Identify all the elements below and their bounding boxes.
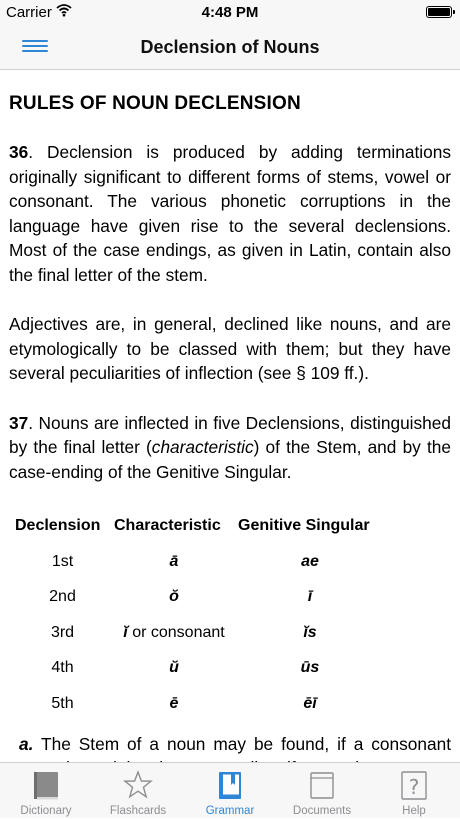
note-label: a. [19, 733, 34, 754]
genitive-cell: ēī [303, 694, 317, 712]
characteristic-cell: ĭ or consonant [123, 623, 225, 641]
declension-table [13, 508, 384, 722]
tab-dictionary[interactable]: Dictionary [0, 763, 92, 819]
navigation-bar [0, 24, 460, 70]
table-row [13, 651, 384, 687]
section-number: 36 [9, 142, 29, 162]
column-header: Declension [15, 517, 101, 534]
characteristic-cell: ā [169, 552, 179, 570]
grammar-content[interactable] [0, 70, 460, 762]
genitive-cell: ūs [300, 659, 320, 677]
genitive-cell: ī [307, 588, 313, 606]
section-heading: RULES OF NOUN DECLENSION [9, 93, 301, 114]
battery-icon [426, 6, 452, 18]
status-bar [0, 0, 460, 24]
tab-bar [0, 762, 460, 818]
tab-grammar[interactable]: Grammar [184, 763, 276, 819]
star-icon [124, 770, 152, 800]
page-title: Declension of Nouns [140, 37, 320, 57]
genitive-cell: ĭs [303, 623, 317, 641]
paragraph-adjectives: Adjectives are, in general, declined like nouns, and are etymologically to be classed with them; but they have several peculiarities of inflection (see § 109 ff.). [9, 314, 451, 383]
carrier-label: Carrier [6, 4, 52, 21]
column-header: Characteristic [114, 517, 221, 534]
paragraph-stem-note: a. The Stem of a noun may be found, if a consonant [19, 733, 451, 754]
tab-flashcards[interactable]: Flashcards [92, 763, 184, 819]
svg-text:?: ? [408, 775, 420, 799]
declension-cell: 2nd [49, 588, 76, 606]
column-header: Genitive Singular [238, 517, 370, 534]
table-row [13, 544, 384, 580]
section-number: 37 [9, 412, 29, 433]
table-header-row [13, 508, 384, 544]
characteristic-cell: ē [169, 694, 179, 712]
declension-cell: 4th [51, 659, 74, 677]
declension-cell: 3rd [50, 623, 75, 641]
genitive-cell: ae [301, 552, 319, 570]
document-icon [308, 770, 336, 800]
table-row [13, 615, 384, 651]
declension-cell: 5th [51, 694, 74, 712]
book-icon [32, 770, 60, 800]
status-time: 4:48 PM [201, 4, 259, 21]
characteristic-cell: ŏ [169, 588, 179, 606]
question-icon [400, 770, 428, 800]
paragraph-37: 37. Nouns are inflected in five Declensions, distinguished by the final letter (characteristic) of the Stem, and by the case-ending of the Genitive Singular. [9, 412, 451, 482]
table-row [13, 686, 384, 722]
paragraph-36: 36. Declension is produced by adding terminations originally significant to different forms of stems, vowel or consonant. The various phonetic corruptions in the language have given rise to the several declensions. Most of the case endings, as given in Latin, contain also the final letter of the stem. [9, 142, 451, 285]
bookmark-book-icon [216, 770, 244, 800]
declension-cell: 1st [51, 552, 74, 570]
table-row [13, 580, 384, 616]
tab-help[interactable]: ? Help [368, 763, 460, 819]
characteristic-cell: ŭ [169, 659, 179, 677]
tab-documents[interactable]: Documents [276, 763, 368, 819]
